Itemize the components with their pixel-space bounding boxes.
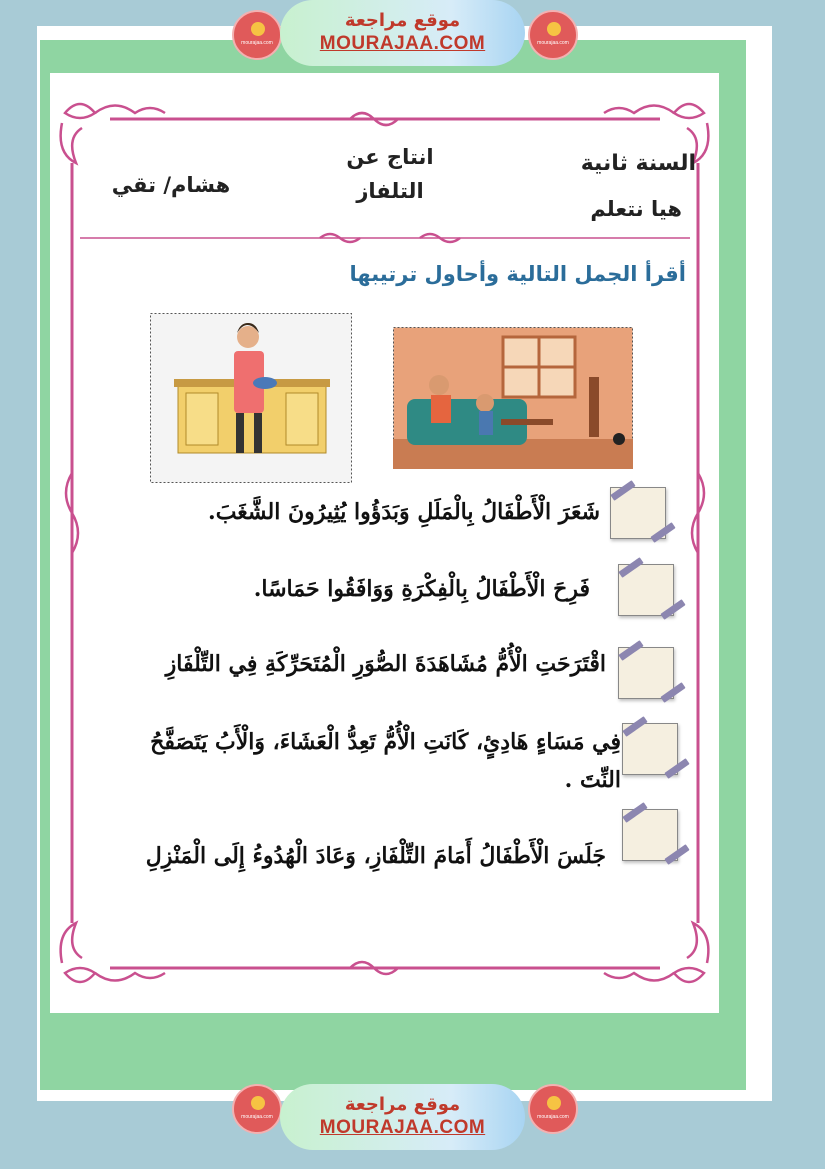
sentence-5: جَلَسَ الْأَطْفَالُ أَمَامَ التِّلْفَازِ، وَعَادَ الْهُدُوءُ إِلَى الْمَنْزِلِ [145, 843, 606, 869]
author-label: هشام/ تقي [111, 173, 231, 197]
banner-arabic: موقع مراجعة [344, 10, 461, 31]
site-banner-top[interactable] [280, 0, 525, 66]
site-logo-badge-right-bottom: mourajaa.com [528, 1084, 578, 1134]
site-logo-badge-right: mourajaa.com [528, 10, 578, 60]
worksheet [50, 73, 719, 1013]
mother-kitchen-image [150, 313, 352, 483]
banner-link[interactable]: MOURAJAA.COM [319, 33, 486, 54]
topic-title-line2: التلفاز [356, 179, 424, 203]
sentence-3: اقْتَرَحَتِ الْأُمُّ مُشَاهَدَةَ الصُّوَرِ الْمُتَحَرِّكَةِ فِي التِّلْفَازِ [165, 651, 606, 677]
site-banner-bottom[interactable] [280, 1084, 525, 1150]
book-label: هيا نتعلم [590, 197, 682, 221]
family-living-room-image [393, 327, 633, 469]
site-logo-badge-left: mourajaa.com [232, 10, 282, 60]
topic-title-line1: انتاج عن [346, 145, 434, 169]
site-logo-badge-left-bottom: mourajaa.com [232, 1084, 282, 1134]
instruction-heading: أقرأ الجمل التالية وأحاول ترتيبها [349, 262, 686, 286]
banner-arabic: موقع مراجعة [344, 1094, 461, 1115]
sentence-1: شَعَرَ الْأَطْفَالُ بِالْمَلَلِ وَبَدَؤُوا يُثِيرُونَ الشَّغَبَ. [208, 499, 600, 525]
banner-link[interactable]: MOURAJAA.COM [319, 1117, 486, 1138]
grade-label: السنة ثانية [580, 151, 696, 176]
sentence-2: فَرِحَ الْأَطْفَالُ بِالْفِكْرَةِ وَوَافَقُوا حَمَاسًا. [253, 576, 590, 602]
sentence-4: فِي مَسَاءٍ هَادِئٍ، كَانَتِ الْأُمُّ تَعِدُّ الْعَشَاءَ، وَالْأَبُ يَتَصَفَّحُ النِّتَ . [150, 729, 621, 793]
